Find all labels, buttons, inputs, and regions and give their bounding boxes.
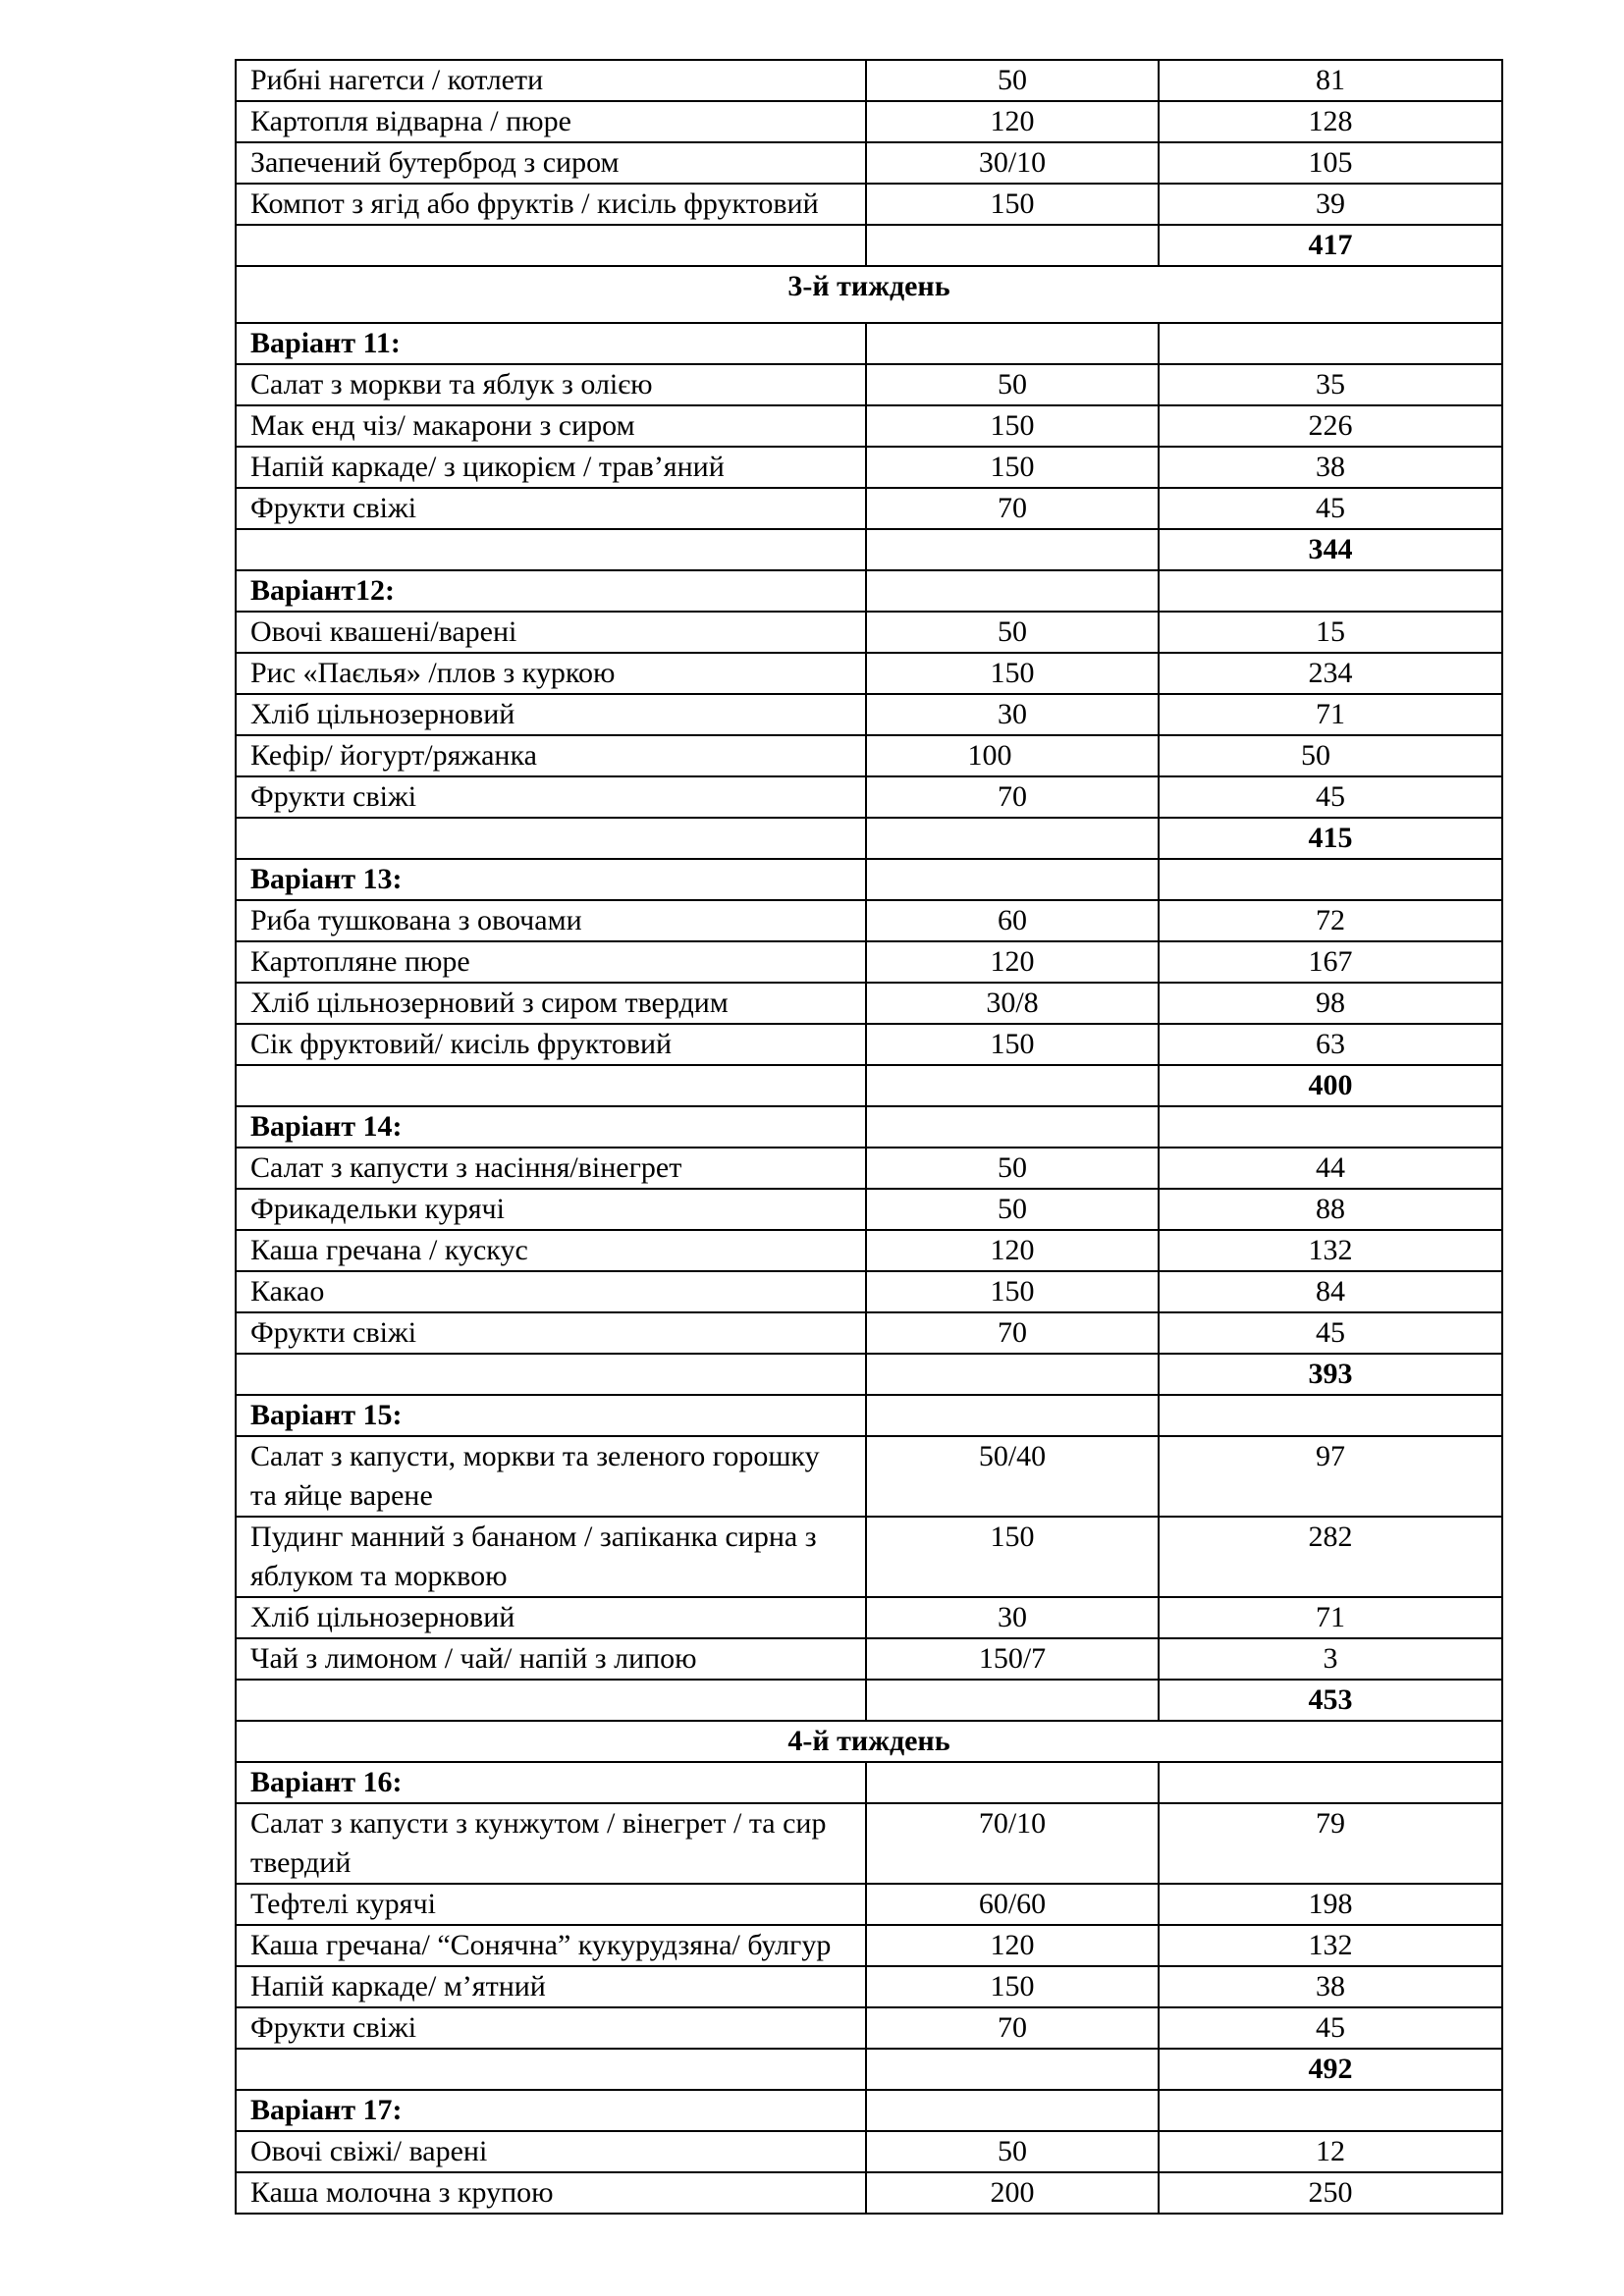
- dish-weight: 50: [866, 364, 1159, 405]
- dish-kcal: 79: [1159, 1803, 1502, 1884]
- dish-weight: 50: [866, 2131, 1159, 2172]
- dish-kcal: 132: [1159, 1925, 1502, 1966]
- empty-cell: [1159, 2090, 1502, 2131]
- dish-kcal: 35: [1159, 364, 1502, 405]
- dish-weight: 70: [866, 776, 1159, 818]
- dish-name: Овочі свіжі/ варені: [236, 2131, 866, 2172]
- total-kcal: 393: [1159, 1354, 1502, 1395]
- dish-name: Картопля відварна / пюре: [236, 101, 866, 142]
- empty-cell: [1159, 1762, 1502, 1803]
- empty-cell: [866, 2049, 1159, 2090]
- table-row: [236, 1024, 1502, 1065]
- dish-name: Напій каркаде/ м’ятний: [236, 1966, 866, 2007]
- dish-name: Салат з капусти, моркви та зеленого горошку та яйце варене: [236, 1436, 866, 1517]
- dish-name: Кефір/ йогурт/ряжанка: [236, 735, 866, 776]
- table-row: [236, 2007, 1502, 2049]
- dish-weight: 100: [866, 735, 1159, 776]
- variant-header-row: [236, 570, 1502, 612]
- empty-cell: [236, 225, 866, 266]
- dish-kcal: 38: [1159, 447, 1502, 488]
- dish-kcal: 226: [1159, 405, 1502, 447]
- dish-kcal: 45: [1159, 2007, 1502, 2049]
- dish-name: Фрукти свіжі: [236, 776, 866, 818]
- total-row: [236, 529, 1502, 570]
- total-kcal: 400: [1159, 1065, 1502, 1106]
- dish-name: Хліб цільнозерновий з сиром твердим: [236, 983, 866, 1024]
- table-row: [236, 488, 1502, 529]
- table-row: [236, 900, 1502, 941]
- variant-header-row: [236, 323, 1502, 364]
- dish-name: Чай з лимоном / чай/ напій з липою: [236, 1638, 866, 1680]
- dish-kcal: 45: [1159, 1312, 1502, 1354]
- dish-weight: 120: [866, 101, 1159, 142]
- dish-name: Рис «Паєлья» /плов з куркою: [236, 653, 866, 694]
- dish-kcal: 50: [1159, 735, 1502, 776]
- empty-cell: [866, 859, 1159, 900]
- variant-title: Варіант 16:: [236, 1762, 866, 1803]
- dish-name: Фрикадельки курячі: [236, 1189, 866, 1230]
- dish-kcal: 97: [1159, 1436, 1502, 1517]
- dish-weight: 60/60: [866, 1884, 1159, 1925]
- empty-cell: [866, 1395, 1159, 1436]
- dish-kcal: 198: [1159, 1884, 1502, 1925]
- dish-weight: 70: [866, 488, 1159, 529]
- dish-kcal: 3: [1159, 1638, 1502, 1680]
- table-row: [236, 1230, 1502, 1271]
- table-row: [236, 735, 1502, 776]
- dish-weight: 200: [866, 2172, 1159, 2214]
- variant-header-row: [236, 1106, 1502, 1148]
- dish-name: Фрукти свіжі: [236, 2007, 866, 2049]
- dish-kcal: 71: [1159, 694, 1502, 735]
- empty-cell: [1159, 1106, 1502, 1148]
- total-row: [236, 818, 1502, 859]
- empty-cell: [866, 1106, 1159, 1148]
- dish-name: Картопляне пюре: [236, 941, 866, 983]
- dish-name: Салат з капусти з насіння/вінегрет: [236, 1148, 866, 1189]
- dish-weight: 50: [866, 1189, 1159, 1230]
- table-row: [236, 1597, 1502, 1638]
- dish-name: Мак енд чіз/ макарони з сиром: [236, 405, 866, 447]
- dish-kcal: 81: [1159, 60, 1502, 101]
- dish-weight: 50: [866, 60, 1159, 101]
- empty-cell: [236, 1354, 866, 1395]
- week-title: 3-й тиждень: [236, 266, 1502, 323]
- dish-name: Салат з моркви та яблук з олією: [236, 364, 866, 405]
- dish-name: Салат з капусти з кунжутом / вінегрет / та сир твердий: [236, 1803, 866, 1884]
- table-row: [236, 2172, 1502, 2214]
- table-row: [236, 1638, 1502, 1680]
- empty-cell: [866, 1680, 1159, 1721]
- table-row: [236, 1271, 1502, 1312]
- dish-kcal: 167: [1159, 941, 1502, 983]
- empty-cell: [1159, 323, 1502, 364]
- dish-kcal: 63: [1159, 1024, 1502, 1065]
- dish-weight: 30: [866, 1597, 1159, 1638]
- variant-header-row: [236, 1762, 1502, 1803]
- total-row: [236, 1354, 1502, 1395]
- dish-weight: 30/8: [866, 983, 1159, 1024]
- total-kcal: 492: [1159, 2049, 1502, 2090]
- table-row: [236, 694, 1502, 735]
- empty-cell: [866, 1065, 1159, 1106]
- table-row: [236, 405, 1502, 447]
- total-row: [236, 1680, 1502, 1721]
- empty-cell: [236, 1680, 866, 1721]
- dish-name: Фрукти свіжі: [236, 488, 866, 529]
- table-row: [236, 1884, 1502, 1925]
- table-row: [236, 1966, 1502, 2007]
- dish-name: Риба тушкована з овочами: [236, 900, 866, 941]
- dish-name: Фрукти свіжі: [236, 1312, 866, 1354]
- table-row: [236, 60, 1502, 101]
- empty-cell: [866, 225, 1159, 266]
- dish-kcal: 39: [1159, 184, 1502, 225]
- dish-kcal: 38: [1159, 1966, 1502, 2007]
- dish-weight: 150: [866, 405, 1159, 447]
- dish-kcal: 45: [1159, 488, 1502, 529]
- variant-header-row: [236, 2090, 1502, 2131]
- total-kcal: 417: [1159, 225, 1502, 266]
- dish-name: Какао: [236, 1271, 866, 1312]
- total-row: [236, 1065, 1502, 1106]
- table-row: [236, 1312, 1502, 1354]
- table-row: [236, 2131, 1502, 2172]
- dish-name: Овочі квашені/варені: [236, 612, 866, 653]
- dish-weight: 70: [866, 2007, 1159, 2049]
- dish-weight: 30: [866, 694, 1159, 735]
- variant-title: Варіант 14:: [236, 1106, 866, 1148]
- table-row: [236, 447, 1502, 488]
- dish-weight: 50: [866, 612, 1159, 653]
- empty-cell: [866, 1762, 1159, 1803]
- variant-header-row: [236, 859, 1502, 900]
- table-row: [236, 1189, 1502, 1230]
- table-row: [236, 653, 1502, 694]
- table-row: [236, 983, 1502, 1024]
- variant-title: Варіант12:: [236, 570, 866, 612]
- empty-cell: [236, 2049, 866, 2090]
- empty-cell: [866, 529, 1159, 570]
- dish-weight: 150/7: [866, 1638, 1159, 1680]
- variant-title: Варіант 11:: [236, 323, 866, 364]
- dish-name: Каша гречана / кускус: [236, 1230, 866, 1271]
- empty-cell: [866, 570, 1159, 612]
- empty-cell: [1159, 1395, 1502, 1436]
- dish-kcal: 98: [1159, 983, 1502, 1024]
- dish-kcal: 44: [1159, 1148, 1502, 1189]
- dish-name: Тефтелі курячі: [236, 1884, 866, 1925]
- dish-name: Пудинг манний з бананом / запіканка сирна з яблуком та морквою: [236, 1517, 866, 1597]
- dish-kcal: 132: [1159, 1230, 1502, 1271]
- dish-weight: 120: [866, 941, 1159, 983]
- total-row: [236, 225, 1502, 266]
- variant-title: Варіант 13:: [236, 859, 866, 900]
- total-row: [236, 2049, 1502, 2090]
- dish-name: Сік фруктовий/ кисіль фруктовий: [236, 1024, 866, 1065]
- dish-weight: 150: [866, 184, 1159, 225]
- empty-cell: [236, 818, 866, 859]
- table-row: [236, 941, 1502, 983]
- dish-name: Рибні нагетси / котлети: [236, 60, 866, 101]
- dish-weight: 150: [866, 1024, 1159, 1065]
- dish-weight: 60: [866, 900, 1159, 941]
- dish-weight: 150: [866, 1966, 1159, 2007]
- dish-weight: 150: [866, 1517, 1159, 1597]
- dish-weight: 30/10: [866, 142, 1159, 184]
- dish-weight: 50: [866, 1148, 1159, 1189]
- dish-name: Каша молочна з крупою: [236, 2172, 866, 2214]
- dish-kcal: 105: [1159, 142, 1502, 184]
- menu-table-body: [236, 60, 1502, 2214]
- empty-cell: [866, 323, 1159, 364]
- dish-name: Хліб цільнозерновий: [236, 1597, 866, 1638]
- table-row: [236, 612, 1502, 653]
- dish-weight: 70: [866, 1312, 1159, 1354]
- table-row: [236, 1436, 1502, 1517]
- dish-kcal: 88: [1159, 1189, 1502, 1230]
- empty-cell: [866, 2090, 1159, 2131]
- total-kcal: 453: [1159, 1680, 1502, 1721]
- dish-kcal: 84: [1159, 1271, 1502, 1312]
- dish-kcal: 234: [1159, 653, 1502, 694]
- dish-kcal: 71: [1159, 1597, 1502, 1638]
- empty-cell: [866, 1354, 1159, 1395]
- table-row: [236, 364, 1502, 405]
- empty-cell: [1159, 570, 1502, 612]
- table-row: [236, 101, 1502, 142]
- table-row: [236, 1517, 1502, 1597]
- dish-name: Компот з ягід або фруктів / кисіль фруктовий: [236, 184, 866, 225]
- empty-cell: [1159, 859, 1502, 900]
- week-title: 4-й тиждень: [236, 1721, 1502, 1762]
- variant-header-row: [236, 1395, 1502, 1436]
- dish-kcal: 45: [1159, 776, 1502, 818]
- variant-title: Варіант 17:: [236, 2090, 866, 2131]
- dish-name: Хліб цільнозерновий: [236, 694, 866, 735]
- week-header-row: [236, 1721, 1502, 1762]
- table-row: [236, 1148, 1502, 1189]
- variant-title: Варіант 15:: [236, 1395, 866, 1436]
- dish-weight: 120: [866, 1230, 1159, 1271]
- total-kcal: 344: [1159, 529, 1502, 570]
- dish-kcal: 72: [1159, 900, 1502, 941]
- total-kcal: 415: [1159, 818, 1502, 859]
- table-row: [236, 776, 1502, 818]
- week-header-row: [236, 266, 1502, 323]
- dish-weight: 150: [866, 447, 1159, 488]
- dish-weight: 150: [866, 1271, 1159, 1312]
- dish-kcal: 128: [1159, 101, 1502, 142]
- dish-kcal: 250: [1159, 2172, 1502, 2214]
- table-row: [236, 1803, 1502, 1884]
- dish-weight: 120: [866, 1925, 1159, 1966]
- dish-kcal: 12: [1159, 2131, 1502, 2172]
- dish-name: Напій каркаде/ з цикорієм / трав’яний: [236, 447, 866, 488]
- menu-table: [235, 59, 1503, 2215]
- dish-name: Запечений бутерброд з сиром: [236, 142, 866, 184]
- dish-weight: 70/10: [866, 1803, 1159, 1884]
- table-row: [236, 142, 1502, 184]
- table-row: [236, 184, 1502, 225]
- dish-weight: 50/40: [866, 1436, 1159, 1517]
- table-row: [236, 1925, 1502, 1966]
- dish-kcal: 15: [1159, 612, 1502, 653]
- dish-kcal: 282: [1159, 1517, 1502, 1597]
- empty-cell: [236, 1065, 866, 1106]
- empty-cell: [866, 818, 1159, 859]
- dish-name: Каша гречана/ “Сонячна” кукурудзяна/ булгур: [236, 1925, 866, 1966]
- dish-weight: 150: [866, 653, 1159, 694]
- empty-cell: [236, 529, 866, 570]
